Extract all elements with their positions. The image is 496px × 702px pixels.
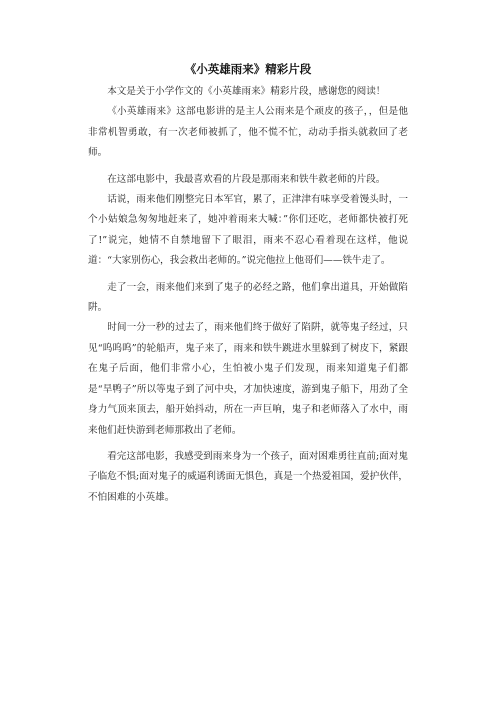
paragraph-favorite-scene: 在这部电影中，我最喜欢看的片段是那雨来和铁牛救老师的片段。	[107, 173, 386, 185]
paragraph-summary: 《小英雄雨来》这部电影讲的是主人公雨来是个顽皮的孩子，，但是他非常机智勇敢，有一次老师被抓了，他不慌不忙，动动手指头就救回了老师。	[88, 106, 408, 159]
paragraph-conclusion: 看完这部电影，我感受到雨来身为一个孩子，面对困难勇往直前;面对鬼子临危不惧;面对鬼子的威逼利诱面无惧色，真是一个热爱祖国，爱护伙伴，不怕困难的小英雄。	[88, 450, 408, 503]
paragraph-girl-arrives: 话说，雨来他们刚整完日本军官，累了，正津津有味享受着馒头时，一个小姑娘急匆匆地赶来了，她冲着雨来大喊：”你们还吃，老师都快被打死了!”说完，她情不自禁地留下了眼泪，雨来不忍心看着现在这样，他说道：“大家别伤心，我会救出老师的。”说完他拉上他哥们——铁牛走了。	[88, 194, 408, 267]
paragraph-trap: 走了一会，雨来他们来到了鬼子的必经之路，他们拿出道具，开始做陷阱。	[88, 281, 408, 314]
paragraph-intro: 本文是关于小学作文的《小英雄雨来》精彩片段，感谢您的阅读！	[107, 86, 386, 97]
paragraph-rescue: 时间一分一秒的过去了，雨来他们终于做好了陷阱，就等鬼子经过，只见“呜呜呜”的轮船声，鬼子来了，雨来和铁牛跳进水里躲到了树皮下，紧跟在鬼子后面，他们非常小心，生怕被小鬼子们发现，雨来知道鬼子们都是“旱鸭子”所以等鬼子到了河中央，才加快速度，游到鬼子船下，用劲了全身力气顶来顶去，船开始抖动，所在一声巨响，鬼子和老师落入了水中，雨来他们赶快游到老师那救出了老师。	[88, 322, 408, 436]
article-title: 《小英雄雨来》精彩片段	[184, 62, 312, 76]
article	[88, 62, 408, 514]
